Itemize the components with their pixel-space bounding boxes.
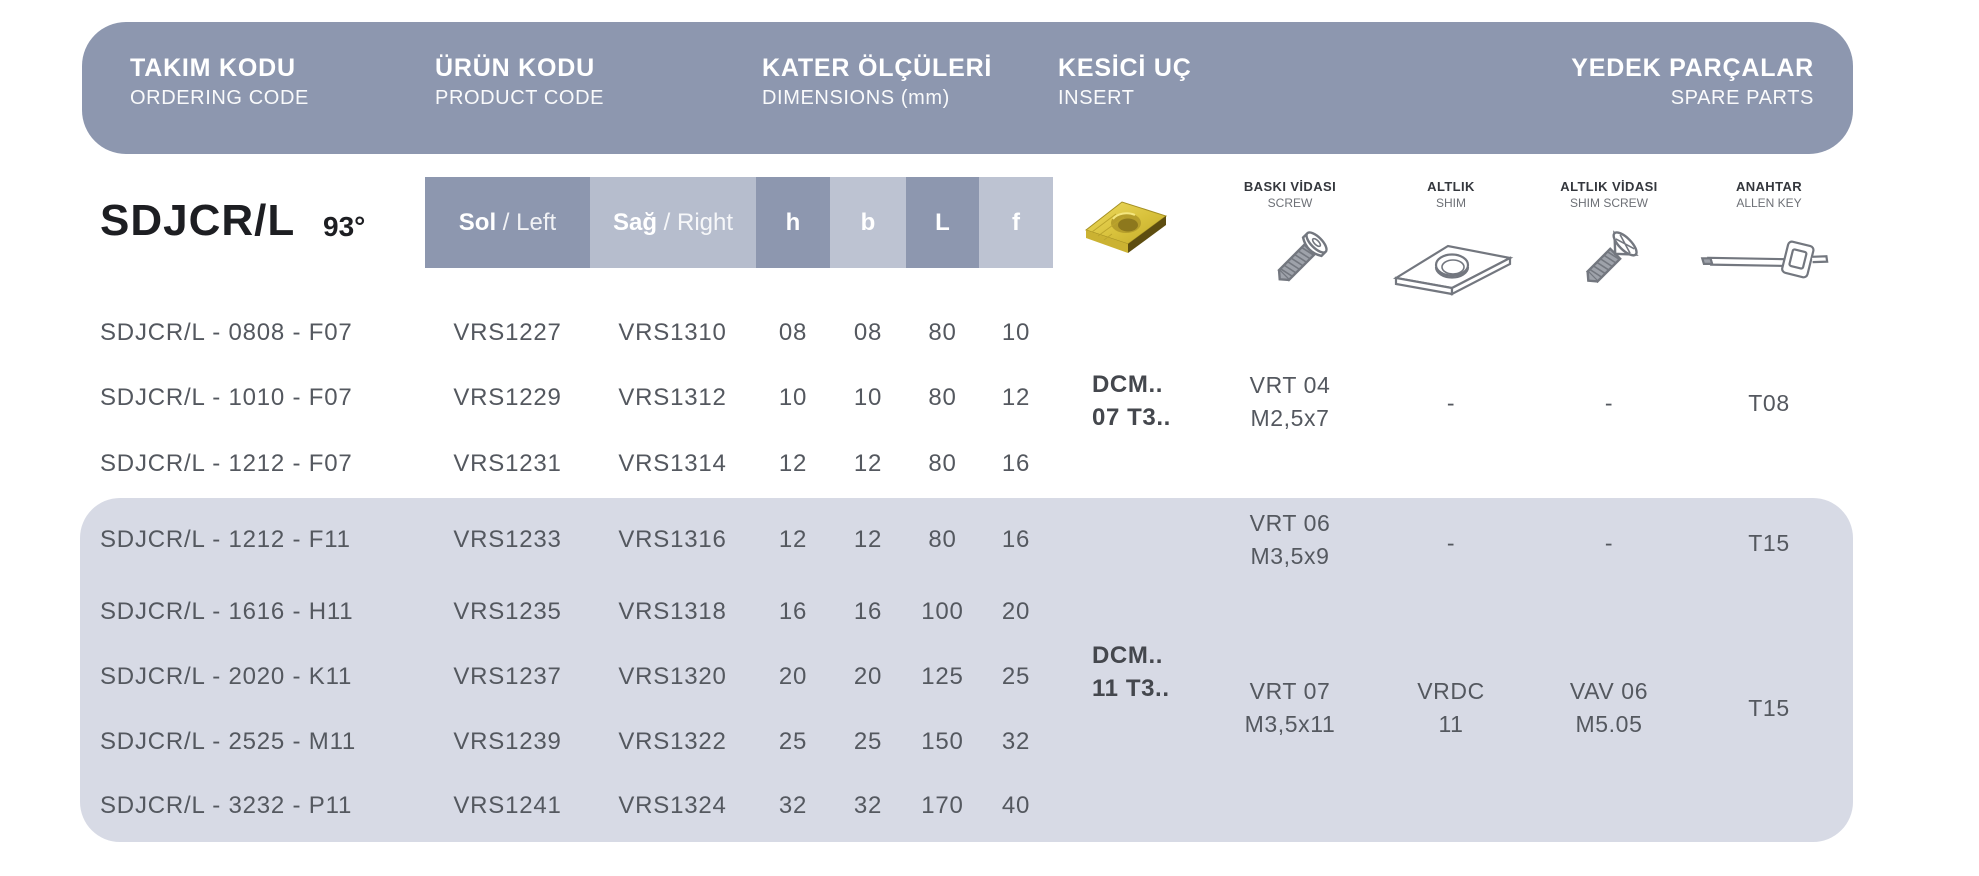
- product-code-right: VRS1318: [618, 598, 727, 625]
- shim-screw-value-group-a: -: [1604, 390, 1614, 416]
- tool-angle: 93°: [323, 211, 366, 242]
- insert-code-line2: 07 T3..: [1092, 404, 1171, 431]
- dim-b: 08: [853, 319, 883, 346]
- dim-h: 16: [778, 598, 808, 625]
- header-col-dimensions: [762, 52, 992, 112]
- allen-key-icon: [1696, 228, 1838, 290]
- shim-value-group-a: -: [1446, 390, 1456, 416]
- spare-col-title: ALTLIK VİDASI: [1560, 179, 1658, 194]
- spare-col-subtitle: SHIM: [1436, 196, 1466, 210]
- column-header-f: f: [979, 177, 1053, 268]
- dim-h: 08: [778, 319, 808, 346]
- product-code-right: VRS1314: [618, 450, 727, 477]
- table-row: [0, 446, 1979, 482]
- spare-col-subtitle: ALLEN KEY: [1736, 196, 1802, 210]
- column-header-L: L: [906, 177, 979, 268]
- shim-value-line2: 11: [1438, 711, 1464, 737]
- ordering-code: SDJCR/L - 1212 - F07: [100, 450, 353, 477]
- dim-L: 80: [928, 450, 957, 477]
- header-title: ÜRÜN KODU: [435, 54, 595, 82]
- dim-b: 25: [853, 728, 883, 755]
- dim-L: 100: [921, 598, 964, 625]
- header-subtitle: SPARE PARTS: [1670, 87, 1814, 109]
- spare-col-title: ANAHTAR: [1735, 179, 1803, 194]
- header-col-product-code: [435, 52, 604, 112]
- screw-value-line2: M3,5x9: [1250, 543, 1330, 569]
- product-code-left: VRS1231: [453, 450, 562, 477]
- product-code-left: VRS1241: [453, 792, 562, 819]
- dim-f: 16: [1001, 450, 1031, 477]
- product-code-right: VRS1320: [618, 663, 727, 690]
- insert-code-line2: 11 T3..: [1092, 675, 1170, 702]
- product-code-left: VRS1233: [453, 526, 562, 553]
- dim-b: 32: [853, 792, 883, 819]
- shim-screw-value-group-c: [1519, 675, 1699, 741]
- header-subtitle: INSERT: [1058, 87, 1135, 109]
- screw-value-line1: VRT 04: [1249, 372, 1331, 398]
- shim-screw-icon: [1550, 226, 1662, 300]
- screw-value-group-c: [1200, 675, 1380, 741]
- column-header-h: h: [756, 177, 830, 268]
- header-title: YEDEK PARÇALAR: [1571, 54, 1814, 82]
- dim-L: 80: [928, 526, 957, 553]
- screw-value-group-a: [1200, 369, 1380, 435]
- product-code-left: VRS1235: [453, 598, 562, 625]
- shim-value-line1: VRDC: [1417, 678, 1485, 704]
- ordering-code: SDJCR/L - 0808 - F07: [100, 319, 353, 346]
- table-row: [0, 594, 1979, 630]
- dim-b: 12: [853, 450, 883, 477]
- column-header-sol-left: [425, 177, 590, 268]
- spare-col-title: BASKI VİDASI: [1243, 179, 1337, 194]
- table-row: [0, 788, 1979, 824]
- header-title: TAKIM KODU: [130, 54, 296, 82]
- insert-code-line1: DCM..: [1092, 371, 1163, 398]
- header-col-insert: [1058, 52, 1192, 112]
- ordering-code: SDJCR/L - 3232 - P11: [100, 792, 353, 819]
- product-code-left: VRS1227: [453, 319, 562, 346]
- label-bold: Sol: [458, 208, 497, 236]
- screw-value-line2: M3,5x11: [1244, 711, 1336, 737]
- spare-col-allen-key-header: [1674, 178, 1864, 211]
- carbide-insert-icon: [1076, 196, 1176, 262]
- allen-key-value-group-c: T15: [1748, 695, 1790, 721]
- allen-key-value-group-b: T15: [1748, 530, 1790, 556]
- label-bold: Sağ: [612, 208, 657, 236]
- column-header-sag-right: [590, 177, 756, 268]
- screw-value-line2: M2,5x7: [1250, 405, 1330, 431]
- header-subtitle: DIMENSIONS (mm): [762, 87, 950, 109]
- dim-b: 20: [853, 663, 883, 690]
- dim-L: 170: [921, 792, 964, 819]
- dim-b: 16: [853, 598, 883, 625]
- product-code-right: VRS1310: [618, 319, 727, 346]
- product-code-right: VRS1312: [618, 384, 727, 411]
- column-header-b: b: [830, 177, 906, 268]
- spare-col-title: ALTLIK: [1427, 179, 1475, 194]
- tool-name: SDJCR/L: [100, 196, 296, 245]
- dim-f: 25: [1001, 663, 1031, 690]
- shim-value-group-b: -: [1446, 530, 1456, 556]
- screw-value-line1: VRT 06: [1249, 510, 1331, 536]
- header-col-ordering-code: [130, 52, 309, 112]
- ordering-code: SDJCR/L - 1616 - H11: [100, 598, 354, 625]
- dim-h: 12: [778, 526, 808, 553]
- spare-col-subtitle: SHIM SCREW: [1570, 196, 1648, 210]
- dim-f: 20: [1001, 598, 1031, 625]
- spare-col-subtitle: SCREW: [1267, 196, 1313, 210]
- label-rest: / Right: [656, 208, 734, 236]
- shim-screw-value-group-b: -: [1604, 530, 1614, 556]
- ordering-code: SDJCR/L - 1212 - F11: [100, 526, 351, 553]
- dim-f: 12: [1001, 384, 1031, 411]
- ordering-code: SDJCR/L - 2020 - K11: [100, 663, 353, 690]
- header-title: KATER ÖLÇÜLERİ: [762, 54, 993, 82]
- header-subtitle: ORDERING CODE: [130, 87, 309, 109]
- shim-screw-value-line2: M5.05: [1575, 711, 1643, 737]
- product-code-left: VRS1239: [453, 728, 562, 755]
- dim-f: 10: [1001, 319, 1031, 346]
- header-subtitle: PRODUCT CODE: [435, 87, 605, 109]
- dim-h: 10: [778, 384, 808, 411]
- header-title: KESİCİ UÇ: [1058, 54, 1192, 82]
- dim-b: 10: [853, 384, 883, 411]
- screw-value-line1: VRT 07: [1249, 678, 1331, 704]
- dim-h: 32: [778, 792, 808, 819]
- screw-value-group-b: [1200, 507, 1380, 573]
- dim-h: 12: [778, 450, 808, 477]
- insert-code-line1: DCM..: [1092, 642, 1163, 669]
- allen-key-value-group-a: T08: [1748, 390, 1790, 416]
- dim-h: 20: [778, 663, 808, 690]
- product-code-left: VRS1237: [453, 663, 562, 690]
- ordering-code: SDJCR/L - 2525 - M11: [100, 728, 357, 755]
- dim-h: 25: [778, 728, 808, 755]
- product-code-right: VRS1324: [618, 792, 727, 819]
- dim-L: 80: [928, 384, 957, 411]
- shim-icon: [1386, 238, 1520, 296]
- dim-L: 125: [921, 663, 964, 690]
- screw-icon: [1242, 226, 1350, 300]
- dim-f: 16: [1001, 526, 1031, 553]
- product-code-right: VRS1316: [618, 526, 727, 553]
- header-col-spare-parts: [1571, 52, 1814, 112]
- product-code-left: VRS1229: [453, 384, 562, 411]
- dim-b: 12: [853, 526, 883, 553]
- product-code-right: VRS1322: [618, 728, 727, 755]
- dim-f: 40: [1001, 792, 1031, 819]
- shim-value-group-c: [1361, 675, 1541, 741]
- shim-screw-value-line1: VAV 06: [1569, 678, 1649, 704]
- label-rest: / Left: [496, 208, 557, 236]
- ordering-code: SDJCR/L - 1010 - F07: [100, 384, 353, 411]
- dim-f: 32: [1001, 728, 1031, 755]
- dim-L: 80: [928, 319, 957, 346]
- dim-L: 150: [921, 728, 964, 755]
- table-row: [0, 315, 1979, 351]
